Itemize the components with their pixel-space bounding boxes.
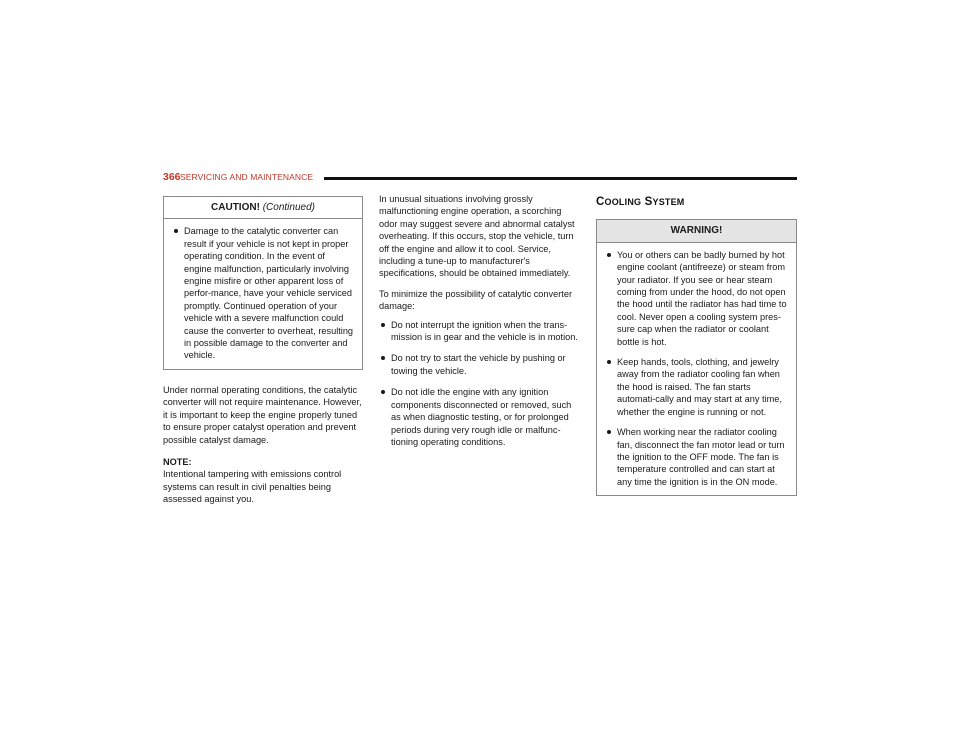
- overheating-paragraph: In unusual situations involving grossly malfunctioning engine operation, a scorching odor may suggest severe and abnormal catalyst overheating. If this occurs, stop the vehicle, turn off the engine and allow it to cool. Service, including a tune-up to manufacturer's specifications, should be obtained immediately.: [379, 194, 575, 279]
- column-right: [596, 196, 797, 496]
- converter-tips-list: [379, 319, 581, 449]
- warning-box: [596, 219, 797, 496]
- warning-item: Keep hands, tools, clothing, and jewelry away from the radiator cooling fan when the hood is raised. The fan starts automati-cally and may start at any time, whether the engine is running or not.: [605, 356, 788, 418]
- caution-item: Damage to the catalytic converter can result if your vehicle is not kept in proper operating condition. In the event of engine malfunction, particularly involving engine misfire or other apparent loss of perfor-mance, have your vehicle serviced promptly. Continued operation of your vehicle with a severe malfunction could cause the converter to overheat, resulting in possible damage to the converter and vehicle.: [172, 225, 354, 361]
- note-text: Intentional tampering with emissions control systems can result in civil penalties being assessed against you.: [163, 469, 342, 505]
- warning-box-header: WARNING!: [597, 220, 796, 242]
- column-left: [163, 196, 363, 514]
- cooling-system-heading: COOLING SYSTEM: [596, 196, 685, 208]
- page-number: 366: [163, 171, 181, 183]
- section-title: SERVICING AND MAINTENANCE: [180, 172, 314, 182]
- caution-continued: (Continued): [262, 202, 315, 213]
- maintenance-paragraph: Under normal operating conditions, the catalytic converter will not require maintenance. However, it is important to keep the engine properly tuned to ensure proper catalyst operation and prevent possible catalyst damage.: [163, 384, 362, 445]
- warning-item: You or others can be badly burned by hot engine coolant (antifreeze) or steam from your radiator. If you see or hear steam coming from under the hood, do not open the hood until the radiator has had time to cool. Never open a cooling system pres-sure cap when the radiator or coolant bottle is hot.: [605, 249, 788, 348]
- header-rule: [324, 177, 797, 180]
- warning-list: [605, 249, 788, 488]
- minimize-paragraph: To minimize the possibility of catalytic converter damage:: [379, 288, 573, 312]
- caution-box: [163, 196, 363, 370]
- caution-list: [172, 225, 354, 361]
- note-label: NOTE:: [163, 456, 192, 467]
- caution-title: CAUTION!: [211, 202, 260, 213]
- list-item: Do not interrupt the ignition when the trans-mission is in gear and the vehicle is in motion.: [379, 319, 581, 344]
- list-item: Do not idle the engine with any ignition components disconnected or removed, such as when diagnostic testing, or for prolonged periods during very rough idle or malfunc-tioning operating conditions.: [379, 386, 581, 448]
- column-middle: [379, 193, 581, 457]
- caution-box-header: [164, 197, 362, 219]
- warning-item: When working near the radiator cooling fan, disconnect the fan motor lead or turn the ignition to the OFF mode. The fan is temperature controlled and can start at any time the ignition is in the ON mode.: [605, 426, 788, 488]
- page-header: [163, 171, 797, 185]
- list-item: Do not try to start the vehicle by pushing or towing the vehicle.: [379, 352, 581, 377]
